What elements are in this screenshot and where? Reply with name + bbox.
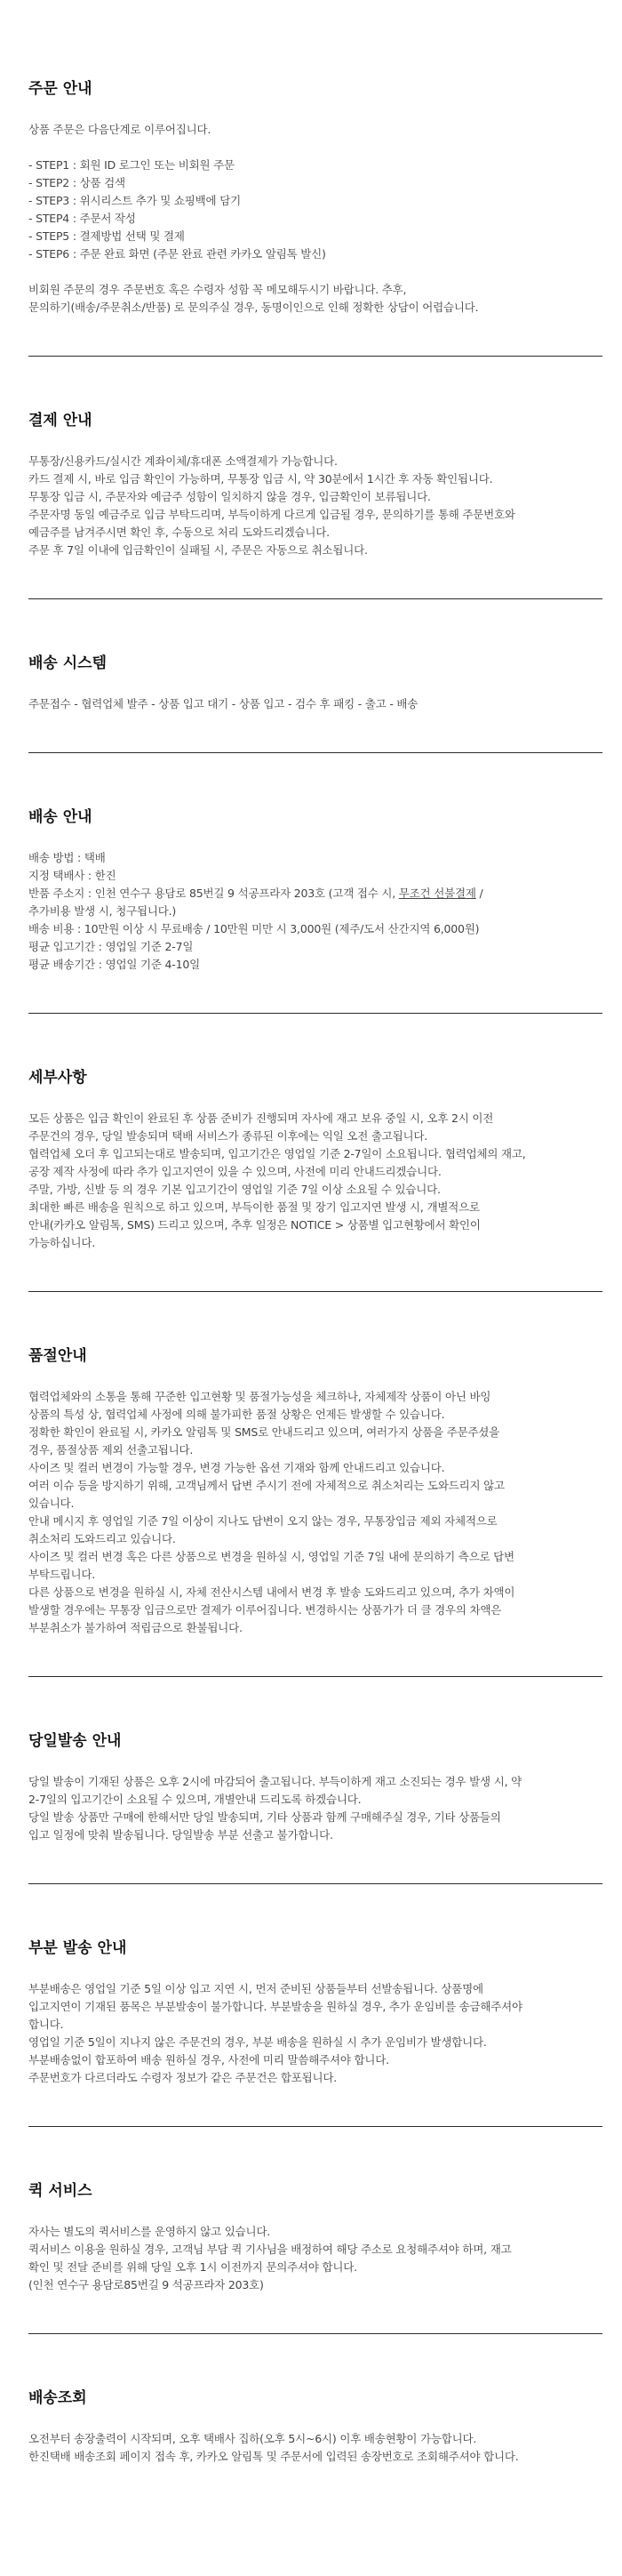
paragraph: 자사는 별도의 퀵서비스를 운영하지 않고 있습니다. 퀵서비스 이용을 원하실 경우, 고객님 부담 퀵 기사님을 배정하여 해당 주소로 요청해주셔야 하며, 재고 확인 및 전달 준비를 위해 당일 오후 1시 이전까지 문의주셔야 합니다. (인천 연수구 용담로85번길 9 석공프라자 203호) <box>28 2225 512 2291</box>
paragraph: 협력업체와의 소통을 통해 꾸준한 입고현황 및 품절가능성을 체크하나, 자체제작 상품이 아닌 바잉 상품의 특성 상, 협력업체 사정에 의해 불가피한 품절 상황은 언제든 발생할 수 있습니다. 정확한 확인이 완료될 시, 카카오 알림톡 및 SMS로 안내드리고 있으며, 여러가지 상품을 주문주셨을 경우, 품절상품 제외 선출고됩니다. 사이즈 및 컬러 변경이 가능할 경우, 변경 가능한 옵션 기재와 함께 안내드리고 있습니다. 여러 이슈 등을 방지하기 위해, 고객님께서 답변 주시기 전에 자체적으로 취소처리는 도와드리지 않고 있습니다. 안내 메시지 후 영업일 기준 7일 이상이 지나도 답변이 오지 않는 경우, 무통장입금 제외 자체적으로 취소처리 도와드리고 있습니다. 사이즈 및 컬러 변경 혹은 다른 상품으로 변경을 원하실 시, 영업일 기준 7일 내에 문의하기 측으로 답변 부탁드립니다. 다른 상품으로 변경을 원하실 시, 자체 전산시스템 내에서 변경 후 발송 도와드리고 있으며, 추가 차액이 발생할 경우에는 무통장 입금으로만 결제가 이루어집니다. 변경하시는 상품가가 더 클 경우의 차액은 부분취소가 불가하여 적립금으로 환불됩니다. <box>28 1390 515 1634</box>
paragraph: 모든 상품은 입금 확인이 완료된 후 상품 준비가 진행되며 자사에 재고 보유 중일 시, 오후 2시 이전 주문건의 경우, 당일 발송되며 택배 서비스가 종류된 이후에는 익일 오전 출고됩니다. 협력업체 오더 후 입고되는대로 발송되며, 입고기간은 영업일 기준 2-7일이 소요됩니다. 협력업체의 재고, 공장 제작 사정에 따라 추가 입고지연이 있을 수 있으며, 사전에 미리 안내드리겠습니다. 주말, 가방, 신발 등 의 경우 기본 입고기간이 영업일 기준 7일 이상 소요될 수 있습니다. 최대한 빠른 배송을 원칙으로 하고 있으며, 부득이한 품절 및 장기 입고지연 발생 시, 개별적으로 안내(카카오 알림톡, SMS) 드리고 있으며, 추후 일정은 NOTICE > 상품별 입고현황에서 확인이 가능하십니다. <box>28 1111 526 1249</box>
section-title: 세부사항 <box>28 1069 87 1087</box>
section-title: 배송조회 <box>28 2389 87 2407</box>
section-title: 품절안내 <box>28 1347 87 1365</box>
section-title: 퀵 서비스 <box>28 2182 92 2200</box>
paragraph: 당일 발송이 기재된 상품은 오후 2시에 마감되어 출고됩니다. 부득이하게 재고 소진되는 경우 발생 시, 약 2-7일의 입고기간이 소요될 수 있으며, 개별안내 드리도록 하겠습니다. 당일 발송 상품만 구매에 한해서만 당일 발송되며, 기타 상품과 함께 구매해주실 경우, 기타 상품들의 입고 일정에 맞춰 발송됩니다. 당일발송 부분 선출고 불가합니다. <box>28 1775 522 1842</box>
section-title: 배송 안내 <box>28 808 92 826</box>
section-payment-guide <box>28 410 602 599</box>
section-title: 배송 시스템 <box>28 654 108 672</box>
section-title: 결제 안내 <box>28 412 92 429</box>
section-quick-service <box>28 2180 602 2334</box>
shopping-guide <box>28 0 602 2505</box>
paragraph: 오전부터 송장출력이 시작되며, 오후 택배사 집하(오후 5시~6시) 이후 배송현황이 가능합니다. 한진택배 배송조회 페이지 접속 후, 카카오 알림톡 및 주문서에 입력된 송장번호로 조회해주셔야 합니다. <box>28 2432 519 2463</box>
paragraph: 무통장/신용카드/실시간 계좌이체/휴대폰 소액결제가 가능합니다. 카드 결제 시, 바로 입금 확인이 가능하며, 무통장 입금 시, 약 30분에서 1시간 후 자동 확인됩니다. 무통장 입금 시, 주문자와 예금주 성함이 일치하지 않을 경우, 입금확인이 보류됩니다. 주문자명 동일 예금주로 입금 부탁드리며, 부득이하게 다르게 입금될 경우, 문의하기를 통해 주문번호와 예금주를 남겨주시면 확인 후, 수동으로 처리 도와드리겠습니다. 주문 후 7일 이내에 입금확인이 실패될 시, 주문은 자동으로 취소됩니다. <box>28 454 515 557</box>
return-address-text: 반품 주소지 : 인천 연수구 용담로 85번길 9 석공프라자 203호 (고객 접수 시, <box>28 887 399 900</box>
prepaid-notice: 무조건 선불결제 <box>398 887 476 900</box>
delivery-method-text: 배송 방법 : 택배 지정 택배사 : 한진 <box>28 851 116 882</box>
section-partial-shipping <box>28 1938 602 2127</box>
section-details <box>28 1067 602 1292</box>
section-title: 당일발송 안내 <box>28 1732 122 1750</box>
section-same-day-shipping <box>28 1730 602 1884</box>
section-delivery-system <box>28 653 602 753</box>
return-address-tail: / 추가비용 발생 시, 청구됩니다.) <box>28 887 483 918</box>
section-delivery-guide <box>28 807 602 1014</box>
delivery-info <box>28 849 602 974</box>
paragraph: 주문접수 - 협력업체 발주 - 상품 입고 대기 - 상품 입고 - 검수 후 패킹 - 출고 - 배송 <box>28 697 419 710</box>
paragraph: 비회원 주문의 경우 주문번호 혹은 수령자 성함 꼭 메모해두시기 바랍니다. 추후, 문의하기(배송/주문취소/반품) 로 문의주실 경우, 동명이인으로 인해 정확한 상담이 어렵습니다. <box>28 283 479 314</box>
section-order-guide <box>28 78 602 357</box>
section-soldout-guide <box>28 1345 602 1677</box>
delivery-cost-text: 배송 비용 : 10만원 이상 시 무료배송 / 10만원 미만 시 3,000원 (제주/도서 산간지역 6,000원) 평균 입고기간 : 영업일 기준 2-7일 평균 배송기간 : 영업일 기준 4-10일 <box>28 922 480 971</box>
paragraph: 상품 주문은 다음단계로 이루어집니다. <box>28 123 211 136</box>
paragraph: 부분배송은 영업일 기준 5일 이상 입고 지연 시, 먼저 준비된 상품들부터 선발송됩니다. 상품명에 입고지연이 기재된 품목은 부분발송이 불가합니다. 부분발송을 원하실 경우, 추가 운임비를 송금해주셔야 합니다. 영업일 기준 5일이 지나지 않은 주문건의 경우, 부분 배송을 원하실 시 추가 운임비가 발생합니다. 부분배송없이 합포하여 배송 원하실 경우, 사전에 미리 말씀해주셔야 합니다. 주문번호가 다르더라도 수령자 정보가 같은 주문건은 합포됩니다. <box>28 1982 522 2084</box>
section-delivery-tracking <box>28 2387 602 2505</box>
section-title: 부분 발송 안내 <box>28 1939 127 1957</box>
section-title: 주문 안내 <box>28 80 92 98</box>
paragraph: - STEP1 : 회원 ID 로그인 또는 비회원 주문 - STEP2 : 상품 검색 - STEP3 : 위시리스트 추가 및 쇼핑백에 담기 - STEP4 : 주문서 작성 - STEP5 : 결제방법 선택 및 결제 - STEP6 : 주문 완료 화면 (주문 완료 관련 카카오 알림톡 발신) <box>28 158 326 261</box>
